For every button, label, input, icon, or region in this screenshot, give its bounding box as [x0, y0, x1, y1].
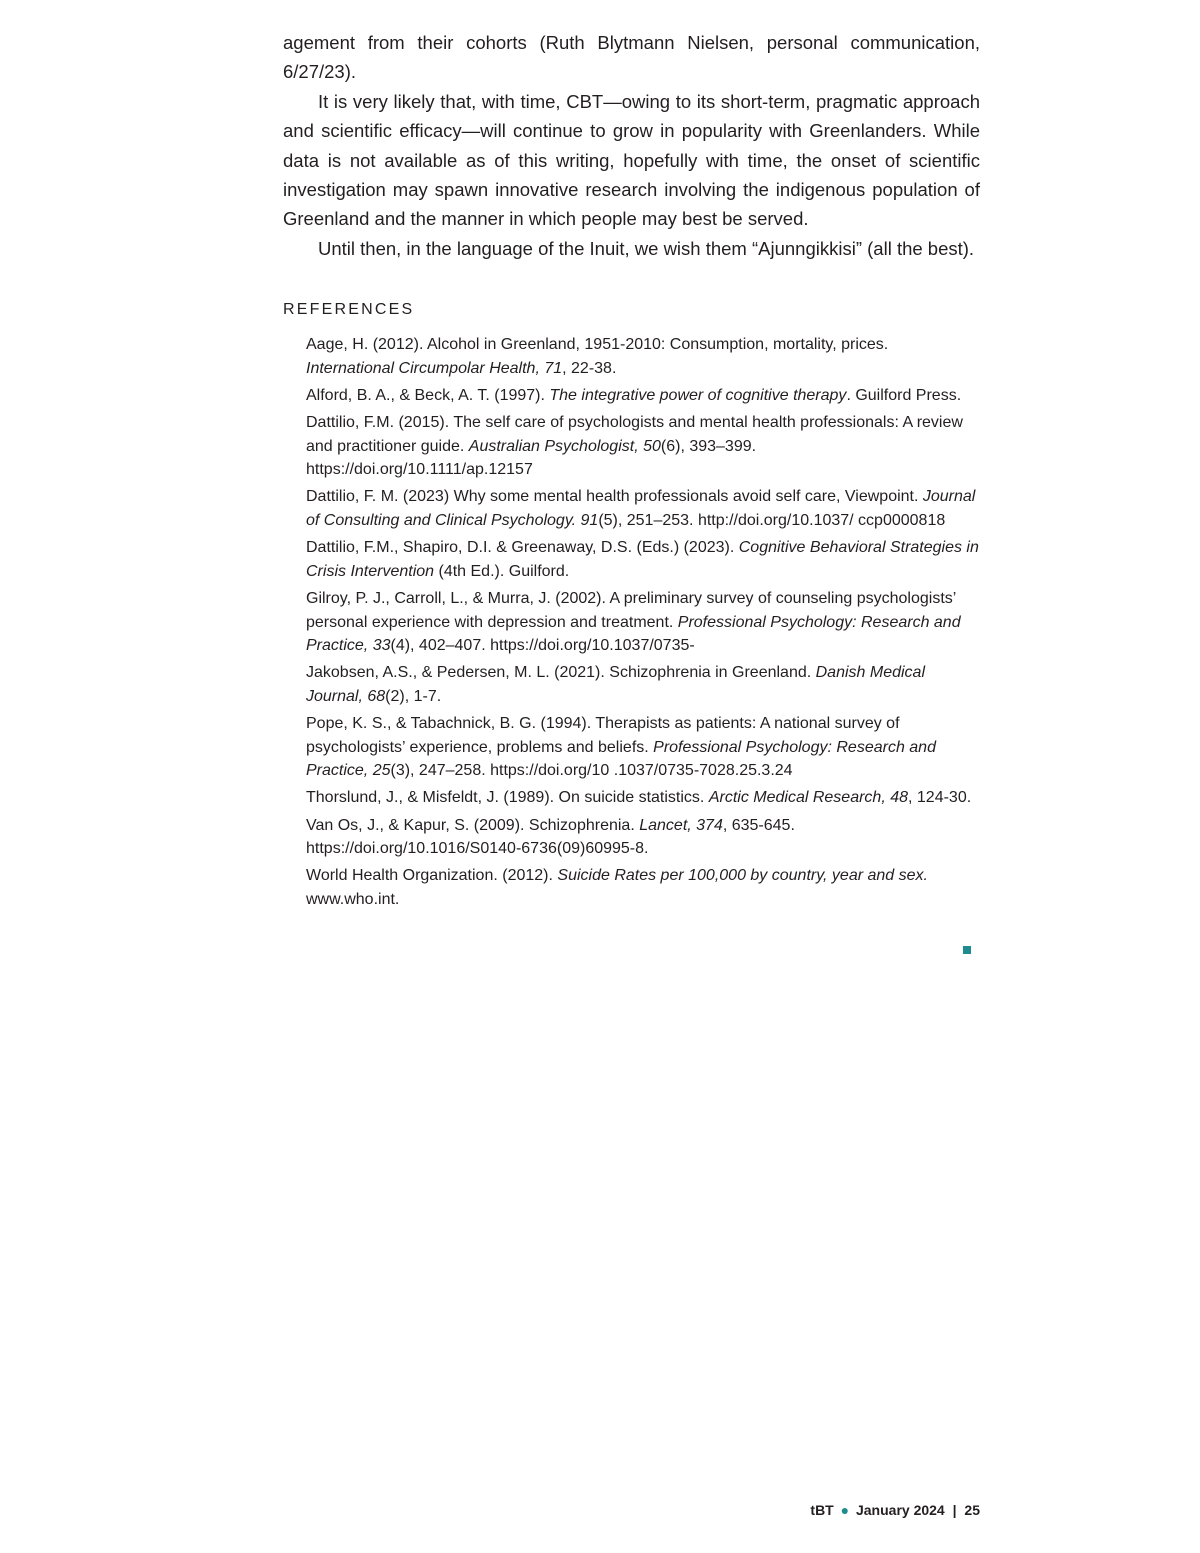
end-of-article-mark-icon — [963, 946, 971, 954]
bullet-dot-icon: ● — [840, 1502, 850, 1518]
body-paragraph: It is very likely that, with time, CBT—owing to its short-term, pragmatic approach and scientific efficacy—will continue to grow in popularity with Greenlanders. While data is not available as of this writing, hopefully with time, the onset of scientific investigation may spawn innovative research involving the indigenous population of Greenland and the manner in which people may best be served. — [283, 90, 980, 230]
page-number: 25 — [964, 1502, 980, 1518]
issue-date: January 2024 — [855, 1502, 945, 1518]
reference-item: Dattilio, F.M. (2015). The self care of psychologists and mental health professionals: A review and practitioner guide. Australian Psychologist, 50(6), 393–399. https://doi.org/10.1111/ap.12157 — [306, 413, 963, 479]
footer-separator: | — [952, 1502, 957, 1518]
reference-item: Pope, K. S., & Tabachnick, B. G. (1994). Therapists as patients: A national survey of psychologists’ experience, problems and beliefs. Professional Psychology: Research and Practice, 25(3), 247–258. https://doi.org/10 .1037/0735-7028.25.3.24 — [306, 715, 936, 780]
references-heading: REFERENCES — [283, 301, 415, 318]
reference-item: Gilroy, P. J., Carroll, L., & Murra, J. (2002). A preliminary survey of counseling psychologists’ personal experience with depression and treatment. Professional Psychology: Research and Practice, 33(4), 402–407. https://doi.org/10.1037/0735- — [306, 589, 961, 655]
reference-item: Thorslund, J., & Misfeldt, J. (1989). On suicide statistics. Arctic Medical Research, 48, 124-30. — [306, 789, 972, 807]
reference-item: Aage, H. (2012). Alcohol in Greenland, 1951-2010: Consumption, mortality, prices. International Circumpolar Health, 71, 22-38. — [306, 336, 889, 377]
page-footer — [810, 1502, 980, 1518]
references-list — [306, 333, 980, 915]
body-paragraph: Until then, in the language of the Inuit, we wish them “Ajunngikkisi” (all the best). — [318, 237, 975, 259]
reference-item: World Health Organization. (2012). Suicide Rates per 100,000 by country, year and sex. www.who.int. — [306, 867, 928, 908]
article-body — [283, 28, 980, 263]
reference-item: Dattilio, F. M. (2023) Why some mental health professionals avoid self care, Viewpoint. Journal of Consulting and Clinical Psychology. 91(5), 251–253. http://doi.org/10.1037/ ccp0000818 — [306, 488, 976, 529]
reference-item: Dattilio, F.M., Shapiro, D.I. & Greenaway, D.S. (Eds.) (2023). Cognitive Behavioral Strategies in Crisis Intervention (4th Ed.). Guilford. — [306, 539, 979, 580]
reference-item: Alford, B. A., & Beck, A. T. (1997). The integrative power of cognitive therapy. Guilford Press. — [306, 386, 962, 404]
reference-item: Jakobsen, A.S., & Pedersen, M. L. (2021). Schizophrenia in Greenland. Danish Medical Journal, 68(2), 1-7. — [306, 664, 926, 705]
publication-name: tBT — [810, 1502, 834, 1518]
reference-item: Van Os, J., & Kapur, S. (2009). Schizophrenia. Lancet, 374, 635-645. https://doi.org/10.1016/S0140-6736(09)60995-8. — [306, 816, 795, 858]
body-paragraph: agement from their cohorts (Ruth Blytmann Nielsen, personal communication, 6/27/23). — [283, 32, 980, 83]
